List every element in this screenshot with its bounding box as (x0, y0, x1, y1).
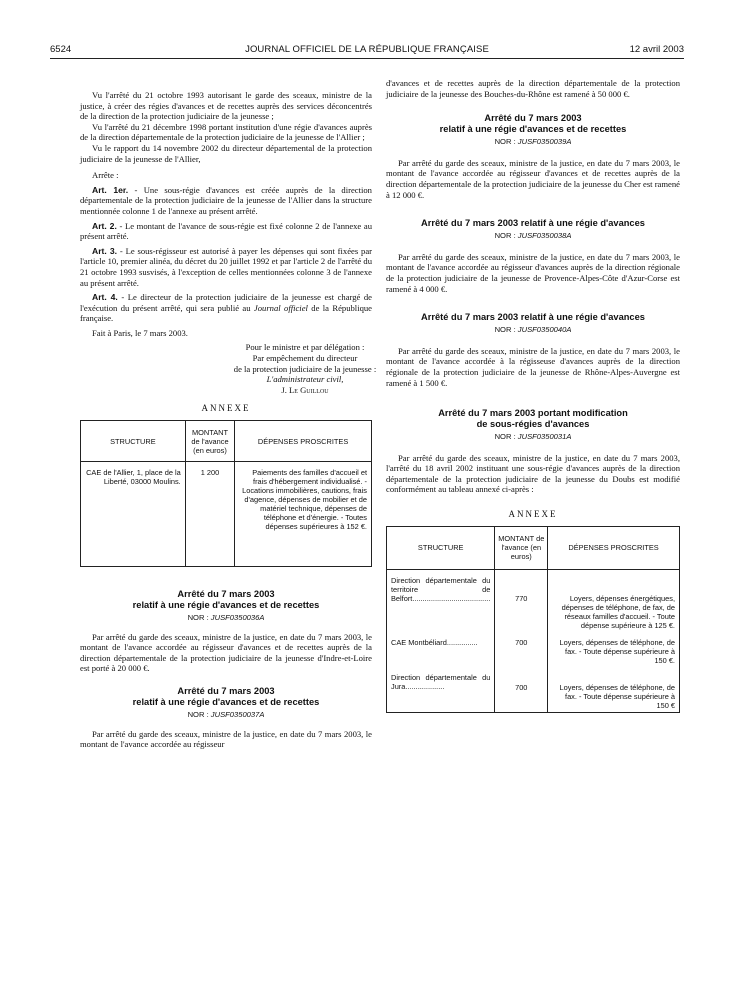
right-column (386, 78, 680, 713)
arrete-31a-title-1: Arrêté du 7 mars 2003 portant modification (438, 408, 628, 419)
col-structure: STRUCTURE (81, 421, 186, 462)
arrete-37a-title-1: Arrêté du 7 mars 2003 (177, 686, 275, 696)
table-row (387, 667, 680, 713)
arrete-37a-text: Par arrêté du garde des sceaux, ministre de la justice, en date du 7 mars 2003, le montant de l'avance accordée au régisseur (80, 728, 372, 750)
cell-montant: 700 (495, 632, 548, 667)
arrete-39a-title-1: Arrêté du 7 mars 2003 (484, 113, 582, 124)
cell-montant: 770 (495, 569, 548, 632)
article-4-label: Art. 4. (92, 292, 118, 303)
cell-structure: CAE de l'Allier, 1, place de la Liberté, 03000 Moulins. (81, 462, 186, 567)
col-depenses: DÉPENSES PROSCRITES (235, 421, 372, 462)
arrete-40a-text: Par arrêté du garde des sceaux, ministre de la justice, en date du 7 mars 2003, le montant de l'avance accordée à la régisseuse d'avances auprès de la direction régionale de la protection judiciaire de la jeunesse de Rhône-Alpes-Auvergne est ramené à 1 500 €. (386, 345, 680, 388)
article-3 (80, 246, 372, 288)
continued-text: d'avances et de recettes auprès de la direction départementale de la protection judiciaire de la jeunesse des Bouches-du-Rhône est ramené à 50 000 €. (386, 78, 680, 99)
article-2 (80, 221, 372, 242)
cell-montant: 1 200 (185, 462, 234, 567)
arrete-38a (386, 218, 680, 294)
arrete-31a-text: Par arrêté du garde des sceaux, ministre de la justice, en date du 7 mars 2003, l'arrêté du 18 avril 2002 instituant une sous-régie d'avances auprès de la direction départementale de la protection judiciaire de la jeunesse du Doubs est modifié conformément au tableau annexé ci-après : (386, 452, 680, 495)
issue-date: 12 avril 2003 (629, 44, 684, 55)
article-4-text-a: - Le directeur de la protection judiciaire de la jeunesse est chargé de l'exécution du présent arrêté, qui sera publié au (80, 292, 372, 313)
table-row (81, 462, 372, 567)
arrete-40a (386, 312, 680, 388)
arrete-36a-title-1: Arrêté du 7 mars 2003 (177, 589, 275, 600)
signature-line-4: L'administrateur civil, (266, 374, 344, 385)
arrete-39a-text: Par arrêté du garde des sceaux, ministre de la justice, en date du 7 mars 2003, le montant de l'avance accordée au régisseur d'avances et de recettes auprès de la direction départementale de la protection judiciaire de la jeunesse du Cher est ramené à 12 000 €. (386, 157, 680, 200)
visa-3: Vu le rapport du 14 novembre 2002 du directeur départemental de la protection judiciaire de la jeunesse de l'Allier, (80, 142, 372, 164)
arrete-39a-nor: NOR : JUSF0350039A (494, 137, 572, 147)
fait-a-paris: Fait à Paris, le 7 mars 2003. (92, 327, 188, 338)
article-3-text: - Le sous-régisseur est autorisé à payer les dépenses qui sont fixées par l'article 10, premier alinéa, du décret du 20 juillet 1992 et par l'article 2 de l'arrêté du 21 octobre 1993 susvisés, à l'exception de celles mentionnées colonne 3 de l'annexe au présent arrêté. (80, 245, 372, 288)
arrete-38a-title: Arrêté du 7 mars 2003 relatif à une régie d'avances (421, 218, 645, 229)
article-1 (80, 185, 372, 217)
arrete-40a-nor: NOR : JUSF0350040A (494, 325, 572, 335)
article-4 (80, 292, 372, 324)
arrete-39a (386, 113, 680, 200)
visa-1: Vu l'arrêté du 21 octobre 1993 autorisant le garde des sceaux, ministre de la justice, à créer des régies d'avances et de recettes auprès des services déconcentrés de la direction de la protection judiciaire de la jeunesse ; (80, 90, 372, 122)
signatory-name: J. Le Guillou (281, 384, 329, 395)
article-2-label: Art. 2. (92, 220, 117, 231)
signature-block (80, 342, 377, 395)
article-4-journal: Journal officiel (253, 302, 308, 313)
cell-montant: 700 (495, 667, 548, 713)
article-4-text-b: de la République française. (80, 302, 372, 324)
cell-depenses: Paiements des familles d'accueil et frais d'hébergement individualisé. - Locations immobilières, cautions, frais d'agence, dépenses de mobilier et de matériel technique, dépenses de téléphone et d'énergie. - Toutes dépenses supérieures à 152 €. (235, 462, 372, 567)
article-1-label: Art. 1er. (92, 184, 129, 195)
arrete-36a-title-2: relatif à une régie d'avances et de recettes (132, 600, 320, 611)
table-row (387, 632, 680, 667)
arrete-31a-nor: NOR : JUSF0350031A (494, 432, 572, 442)
arrete-31a-title-2: de sous-régies d'avances (476, 419, 590, 430)
cell-depenses: Loyers, dépenses énergétiques, dépenses de téléphone, de fax, de réseaux familles d'accueil. - Toute dépense supérieure à 125 €. (548, 569, 680, 632)
arrete-36a-nor: NOR : JUSF0350036A (187, 613, 265, 623)
arrete-37a (80, 686, 372, 750)
annexe-heading: ANNEXE (201, 403, 251, 414)
signature-line-1: Pour le ministre et par délégation : (245, 342, 365, 353)
arrete-39a-title-2: relatif à une régie d'avances et de recettes (439, 124, 627, 135)
arrete-40a-title: Arrêté du 7 mars 2003 relatif à une régie d'avances (421, 312, 645, 323)
signature-line-2: Par empêchement du directeur (252, 353, 358, 364)
left-column (80, 90, 377, 750)
article-3-label: Art. 3. (92, 245, 118, 256)
arrete-36a-text: Par arrêté du garde des sceaux, ministre de la justice, en date du 7 mars 2003, le montant de l'avance accordée au régisseur d'avances et de recettes auprès de la direction départementale de la protection judiciaire de la jeunesse d'Indre-et-Loire est porté à 20 000 €. (80, 631, 372, 674)
arrete-38a-text: Par arrêté du garde des sceaux, ministre de la justice, en date du 7 mars 2003, le montant de l'avance accordée au régisseur d'avances auprès de la direction régionale de la protection judiciaire de la jeunesse de Provence-Alpes-Côte d'Azur-Corse est ramené à 4 000 €. (386, 251, 680, 294)
page-number: 6524 (50, 44, 72, 55)
cell-depenses: Loyers, dépenses de téléphone, de fax. - Toute dépense supérieure à 150 €. (548, 632, 680, 667)
running-header (50, 44, 684, 58)
col-montant-2: MONTANT de l'avance (en euros) (495, 526, 548, 569)
signature-line-3: de la protection judiciaire de la jeunesse : (233, 363, 377, 374)
arrete-36a (80, 589, 372, 674)
table-row (387, 569, 680, 632)
article-2-text: - Le montant de l'avance de sous-régie est fixé colonne 2 de l'annexe au présent arrêté. (80, 220, 372, 242)
cell-depenses: Loyers, dépenses de téléphone, de fax. - Toute dépense supérieure à 150 € (548, 667, 680, 713)
journal-title: JOURNAL OFFICIEL DE LA RÉPUBLIQUE FRANÇAISE (245, 44, 489, 55)
cell-structure: Direction départementale du territoire de Belfort...................................... (387, 569, 495, 632)
cell-structure: CAE Montbéliard............... (387, 632, 495, 667)
cell-structure: Direction départementale du Jura................... (387, 667, 495, 713)
arrete-31a (386, 408, 680, 495)
col-montant: MONTANT de l'avance (en euros) (185, 421, 234, 462)
arrete-37a-title-2: relatif à une régie d'avances et de recettes (132, 697, 320, 707)
col-structure-2: STRUCTURE (387, 526, 495, 569)
annexe-table-2 (386, 526, 680, 713)
arrete-37a-nor: NOR : JUSF0350037A (187, 710, 265, 719)
article-1-text: - Une sous-régie d'avances est créée auprès de la direction départementale de la protection judiciaire de la jeunesse de l'Allier dans la structure mentionnée colonne 1 de l'annexe au présent arrêté. (80, 184, 372, 216)
visa-2: Vu l'arrêté du 21 décembre 1998 portant institution d'une régie d'avances auprès de la direction départementale de la protection judiciaire de la jeunesse de l'Allier ; (80, 121, 372, 143)
col-depenses-2: DÉPENSES PROSCRITES (548, 526, 680, 569)
header-rule (50, 58, 684, 59)
arrete-heading: Arrête : (92, 170, 119, 181)
annexe-heading-2: ANNEXE (508, 509, 558, 520)
arrete-38a-nor: NOR : JUSF0350038A (494, 231, 572, 241)
annexe-table (80, 420, 372, 567)
